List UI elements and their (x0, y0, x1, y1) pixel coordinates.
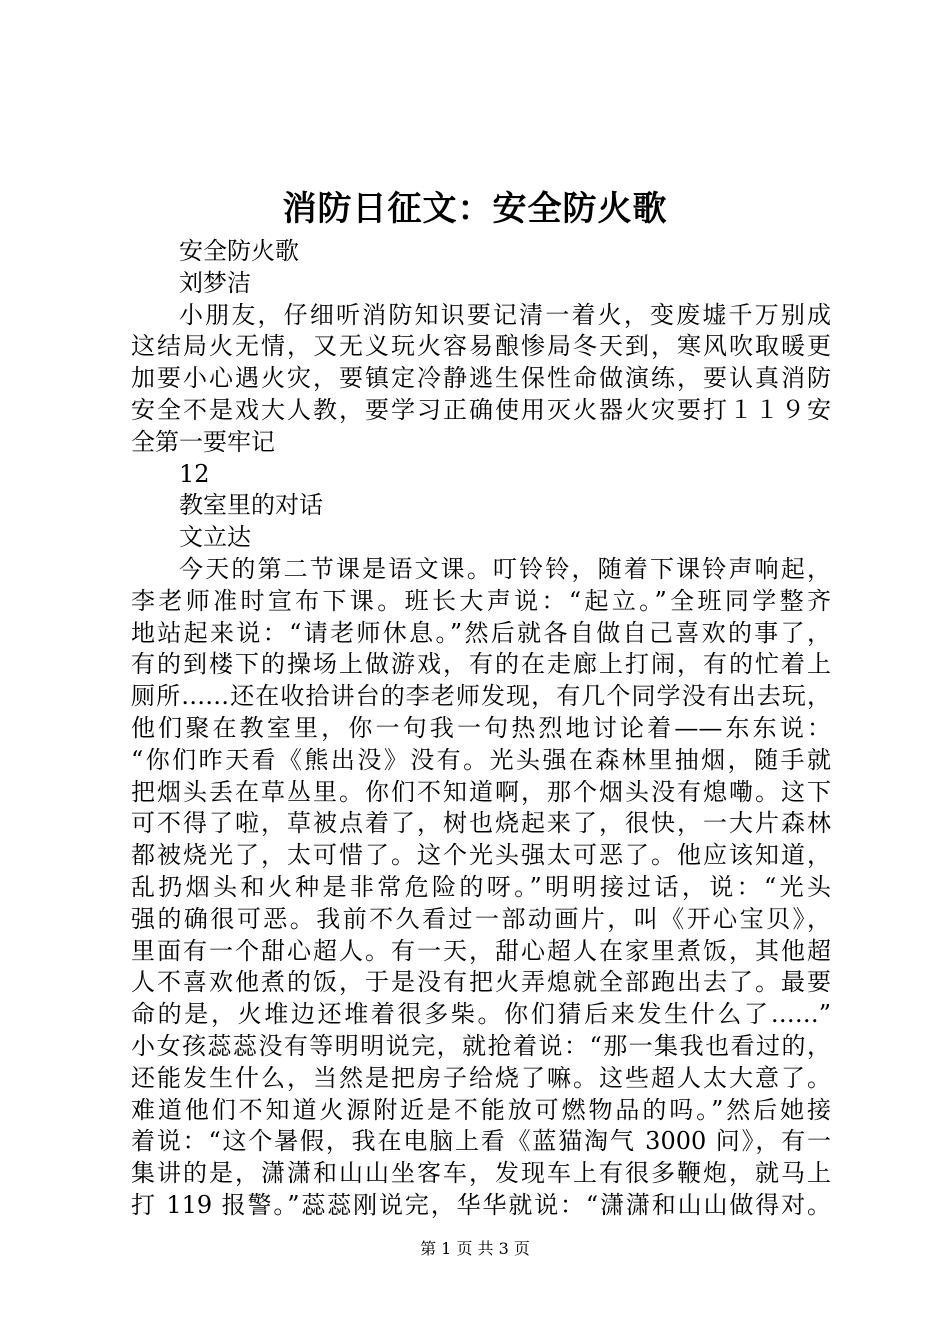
text-line: “你们昨天看《熊出没》没有。光头强在森林里抽烟，随手就 (131, 745, 831, 774)
text-line: 打 119 报警。”蕊蕊刚说完，华华就说：“潇潇和山山做得对。 (131, 1190, 831, 1219)
text-line: 有的到楼下的操场上做游戏，有的在走廊上打闹，有的忙着上 (131, 650, 831, 679)
text-line: 把烟头丢在草丛里。你们不知道啊，那个烟头没有熄嘞。这下 (131, 777, 831, 806)
document-body (131, 236, 831, 1222)
page-footer: 第 1 页 共 3 页 (420, 1239, 530, 1258)
text-line: 强的确很可恶。我前不久看过一部动画片，叫《开心宝贝》， (131, 904, 831, 933)
text-line: 集讲的是，潇潇和山山坐客车，发现车上有很多鞭炮，就马上 (131, 1159, 831, 1188)
text-line: 12 (179, 459, 210, 488)
text-line: 全第一要牢记 (131, 427, 275, 456)
text-line: 这结局火无情，又无义玩火容易酿惨局冬天到，寒风吹取暖更 (131, 332, 831, 361)
text-line: 小女孩蕊蕊没有等明明说完，就抢着说：“那一集我也看过的， (131, 1031, 831, 1060)
text-line: 厕所……还在收拾讲台的李老师发现，有几个同学没有出去玩， (131, 682, 831, 711)
text-line: 他们聚在教室里，你一句我一句热烈地讨论着——东东说： (131, 713, 831, 742)
text-line: 安全不是戏大人教，要学习正确使用灭火器火灾要打１１９安 (131, 395, 831, 424)
text-line: 难道他们不知道火源附近是不能放可燃物品的吗。”然后她接 (131, 1095, 831, 1124)
text-line: 着说：“这个暑假，我在电脑上看《蓝猫淘气 3000 问》，有一 (131, 1127, 831, 1156)
text-line: 小朋友，仔细听消防知识要记清一着火，变废墟千万别成 (179, 300, 831, 329)
text-line: 都被烧光了，太可惜了。这个光头强太可恶了。他应该知道， (131, 841, 831, 870)
text-line: 刘梦洁 (179, 268, 251, 297)
text-line: 地站起来说：“请老师休息。”然后就各自做自己喜欢的事了， (131, 618, 831, 647)
text-line: 安全防火歌 (179, 237, 299, 265)
text-line: 命的是，火堆边还堆着很多柴。你们猜后来发生什么了……” (131, 1000, 831, 1029)
text-line: 今天的第二节课是语文课。叮铃铃，随着下课铃声响起， (179, 554, 831, 583)
text-line: 还能发生什么，当然是把房子给烧了嘛。这些超人太大意了。 (131, 1063, 831, 1092)
text-line: 里面有一个甜心超人。有一天，甜心超人在家里煮饭，其他超 (131, 936, 831, 965)
text-line: 可不得了啦，草被点着了，树也烧起来了，很快，一大片森林 (131, 809, 831, 838)
text-line: 教室里的对话 (179, 491, 323, 520)
document-title: 消防日征文：安全防火歌 (282, 189, 668, 229)
text-line: 李老师准时宣布下课。班长大声说：“起立。”全班同学整齐 (131, 586, 831, 615)
text-line: 加要小心遇火灾，要镇定冷静逃生保性命做演练，要认真消防 (131, 364, 831, 393)
text-line: 人不喜欢他煮的饭，于是没有把火弄熄就全部跑出去了。最要 (131, 968, 831, 997)
text-line: 乱扔烟头和火种是非常危险的呀。”明明接过话，说：“光头 (131, 872, 831, 901)
text-line: 文立达 (179, 523, 251, 552)
